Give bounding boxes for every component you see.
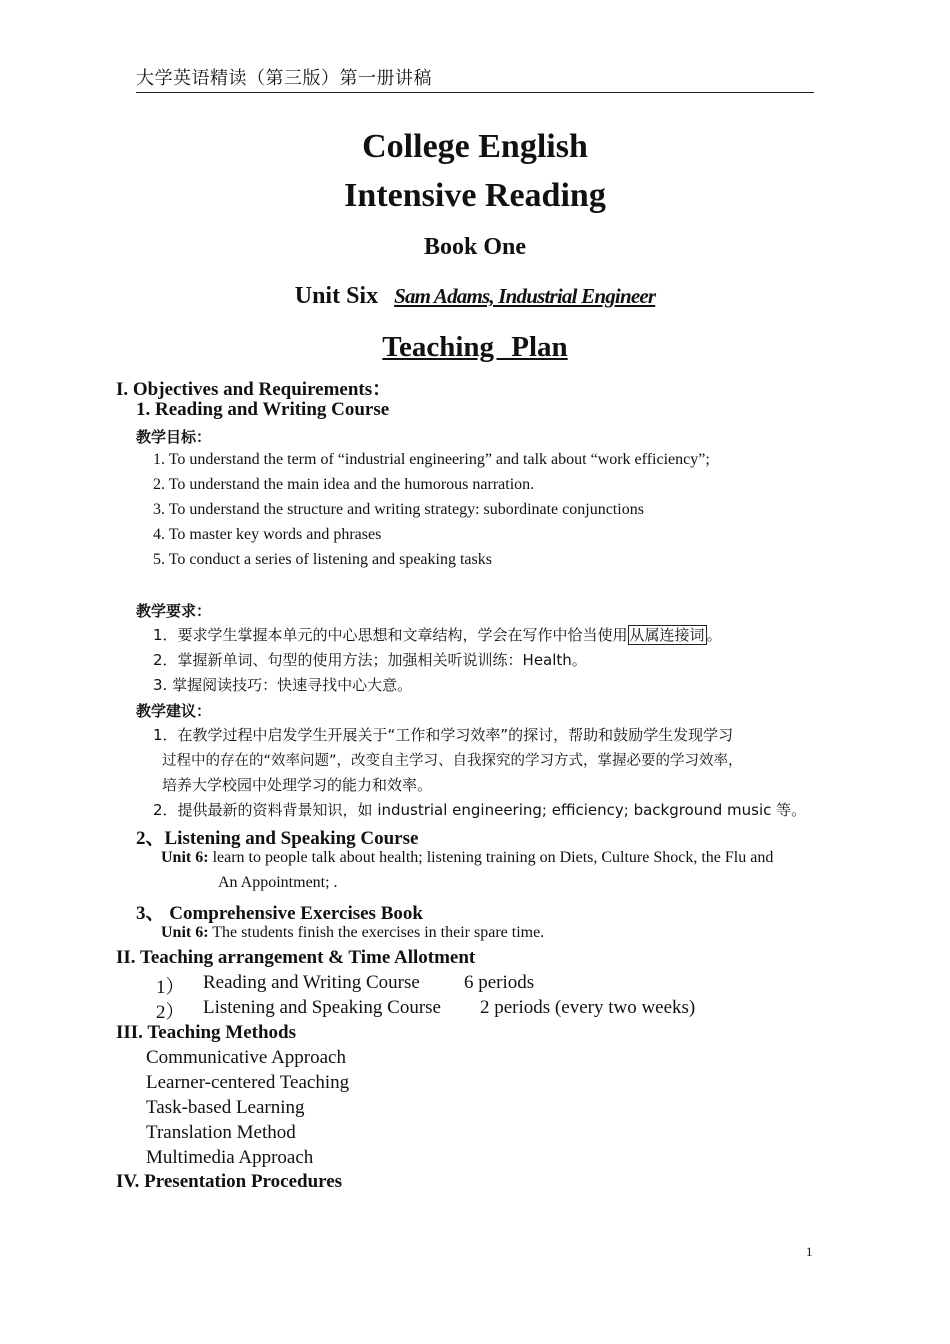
course-3-desc: The students finish the exercises in their spare time. [208,924,545,941]
course-1-heading: 1. Reading and Writing Course [136,399,390,420]
goal-item: 1. To understand the term of “industrial engineering” and talk about “work efficiency”; [153,451,710,468]
course-3-heading: 3、 Comprehensive Exercises Book [136,903,423,924]
method-item: Translation Method [146,1122,296,1143]
requirement-text: 1．要求学生掌握本单元的中心思想和文章结构，学会在写作中恰当使用 [153,626,628,644]
requirement-end: 。 [706,626,722,644]
course-2-text-cont: An Appointment; . [218,874,338,891]
goal-item: 2. To understand the main idea and the humorous narration. [153,476,535,493]
course-2-desc: learn to people talk about health; listening training on Diets, Culture Shock, the Flu and [208,849,774,866]
page-number: 1 [806,1244,813,1259]
row-course: Listening and Speaking Course [203,997,441,1018]
section-1-heading: I. Objectives and Requirements： [116,379,392,400]
unit-heading [0,283,950,310]
boxed-term: 从属连接词 [629,626,705,644]
row-course: Reading and Writing Course [203,972,420,993]
goals-label: 教学目标： [136,428,212,446]
teaching-plan-title: Teaching Plan [382,331,568,363]
title-line-1: College English [362,128,588,165]
goal-item: 3. To understand the structure and writing strategy: subordinate conjunctions [153,501,644,518]
requirements-label: 教学要求： [136,602,212,620]
unit-title: Sam Adams, Industrial Engineer [394,284,656,308]
course-3-text [161,924,544,942]
method-item: Task-based Learning [146,1097,305,1118]
method-item: Multimedia Approach [146,1147,314,1168]
requirement-item: 2．掌握新单词、句型的使用方法；加强相关听说训练：Health。 [153,651,587,669]
row-number: 2） [156,1002,185,1023]
book-title: Book One [423,234,527,260]
goal-item: 4. To master key words and phrases [153,526,382,543]
requirement-item [153,624,722,645]
running-header: 大学英语精读（第三版）第一册讲稿 [136,64,814,93]
unit-label: Unit Six [294,283,379,309]
unit-label: Unit 6: [161,924,209,941]
course-2-heading: 2、Listening and Speaking Course [136,828,419,849]
suggestions-label: 教学建议： [136,702,212,720]
suggestion-line: 过程中的存在的“效率问题”，改变自主学习、自我探究的学习方式，掌握必要的学习效率， [162,753,743,769]
requirement-item: 3. 掌握阅读技巧：快速寻找中心大意。 [153,676,413,694]
suggestion-line: 培养大学校园中处理学习的能力和效率。 [162,776,433,794]
suggestion-line: 1．在教学过程中启发学生开展关于“工作和学习效率”的探讨，帮助和鼓励学生发现学习 [153,726,734,744]
arrangement-row [156,972,816,999]
row-time: 2 periods (every two weeks) [480,997,696,1018]
arrangement-row [156,997,816,1024]
suggestion-line: 2．提供最新的资料背景知识，如 industrial engineering; efficiency; background music 等。 [153,801,807,819]
row-time: 6 periods [464,972,535,993]
row-number: 1） [156,977,185,998]
section-2-heading: II. Teaching arrangement & Time Allotment [116,947,476,968]
course-2-text [161,849,773,867]
method-item: Learner-centered Teaching [146,1072,350,1093]
section-4-heading: IV. Presentation Procedures [116,1171,343,1192]
section-3-heading: III. Teaching Methods [116,1022,297,1043]
title-line-2: Intensive Reading [344,177,606,214]
goal-item: 5. To conduct a series of listening and speaking tasks [153,551,492,568]
method-item: Communicative Approach [146,1047,346,1068]
unit-label: Unit 6: [161,849,209,866]
